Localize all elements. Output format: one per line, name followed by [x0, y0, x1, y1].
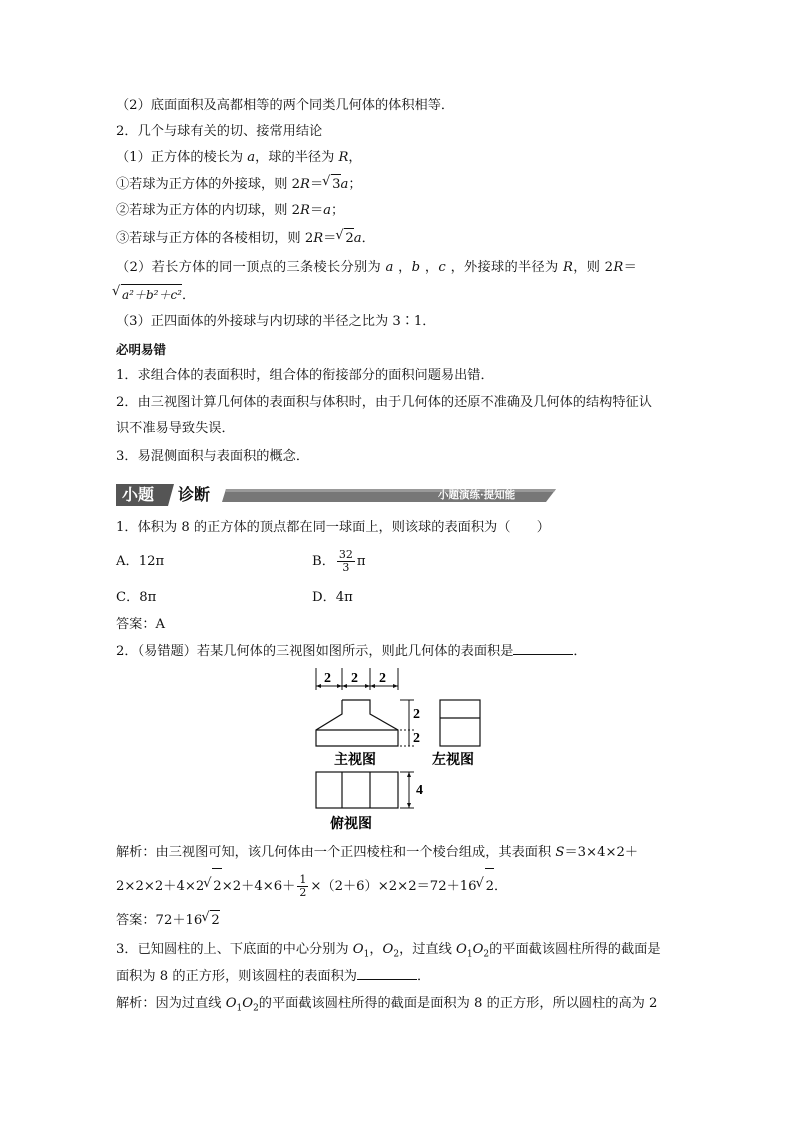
text: （2）底面面积及高都相等的两个同类几何体的体积相等． — [116, 98, 455, 113]
text: ＝ — [309, 177, 324, 192]
text: B． — [312, 554, 335, 569]
front-view-label: 主视图 — [334, 753, 376, 768]
text: 3．已知圆柱的上、下底面的中心分别为 — [116, 942, 353, 957]
var-a: a — [340, 177, 349, 192]
text: ×2＋4×6＋ — [221, 879, 296, 894]
text: 1．求组合体的表面积时，组合体的衔接部分的面积问题易出错． — [116, 368, 494, 383]
text: 识不准易导致失误． — [116, 421, 235, 436]
q3-stem-2 — [116, 967, 430, 987]
text: ③若球与正方体的各棱相切，则 2 — [116, 231, 314, 246]
text: ， — [369, 942, 383, 957]
text: 2．几个与球有关的切、接常用结论 — [116, 124, 323, 139]
var-R: R — [562, 260, 574, 275]
text: ． — [182, 288, 196, 303]
sub: 2 — [253, 1003, 259, 1014]
comma: ， — [398, 260, 412, 275]
left-view-label: 左视图 — [432, 753, 474, 768]
three-view-figure — [300, 668, 500, 838]
q3-stem-1 — [116, 940, 661, 965]
q1-option-c — [116, 588, 156, 608]
sub: 2 — [393, 949, 400, 960]
text: ； — [331, 203, 345, 218]
sqrt-3: √ 3 — [331, 174, 340, 195]
var-b: b — [411, 260, 421, 275]
text: ； — [348, 177, 362, 192]
q3-solution — [116, 994, 657, 1019]
text: ②若球为正方体的内切球，则 2 — [116, 203, 301, 218]
dim-top-3: 2 — [379, 671, 386, 686]
text: 答案：A — [116, 617, 166, 632]
text: ． — [493, 879, 508, 894]
dim-top-view: 4 — [416, 783, 423, 798]
text: A．12π — [116, 554, 165, 569]
line-2 — [116, 122, 322, 142]
text: 的平面截该圆柱所得的截面是 — [489, 942, 661, 957]
text: （3）正四面体的外接球与内切球的半径之比为 3∶1． — [116, 314, 436, 329]
banner-left2: 诊断 — [178, 485, 211, 504]
text: 2．（易错题）若某几何体的三视图如图所示，则此几何体的表面积是 — [116, 644, 514, 659]
text: 面积为 8 的正方形，则该圆柱的表面积为 — [116, 969, 357, 984]
numerator: 1 — [299, 873, 307, 886]
line-3 — [116, 148, 362, 168]
text: 3．易混侧面积与表面积的概念． — [116, 449, 310, 464]
q2-solution-1 — [116, 843, 638, 863]
text: ＝3×4×2＋ — [564, 845, 639, 860]
var-R: R — [300, 177, 310, 192]
var-O: O — [352, 942, 364, 957]
line-11 — [116, 366, 494, 386]
text: 2×2×2＋4×2 — [116, 879, 205, 894]
text: ，则 2 — [573, 260, 614, 275]
text: 解析：由三视图可知，该几何体由一个正四棱柱和一个棱台组成，其表面积 — [116, 845, 556, 860]
var-c: c — [438, 260, 447, 275]
text: ． — [573, 644, 587, 659]
dim-top-1: 2 — [324, 671, 331, 686]
line-13 — [116, 419, 235, 439]
text: ＝ — [323, 231, 337, 246]
var-a: a — [323, 203, 332, 218]
comma: ， — [424, 260, 439, 275]
var-S: S — [555, 845, 565, 860]
section-banner — [116, 484, 556, 506]
text: ，过直线 — [399, 942, 457, 957]
dim-side-2: 2 — [413, 731, 420, 746]
sub: 2 — [483, 949, 490, 960]
sqrt-2: √ 2 — [210, 910, 219, 931]
text: 答案：72＋16 — [116, 913, 203, 928]
answer-blank — [513, 642, 573, 655]
q1-stem — [116, 518, 550, 538]
denominator: 2 — [299, 886, 307, 899]
line-12 — [116, 393, 652, 413]
var-R: R — [300, 203, 310, 218]
line-8 — [116, 284, 195, 306]
var-a: a — [247, 150, 256, 165]
text: ，球的半径为 — [255, 150, 339, 165]
q2-answer — [116, 910, 220, 931]
line-7 — [116, 258, 637, 278]
banner-left1: 小题 — [122, 485, 155, 504]
text: ①若球为正方体的外接球，则 2 — [116, 177, 301, 192]
var-R: R — [313, 231, 324, 246]
sqrt-2: √ 2 — [485, 868, 494, 905]
sub: 1 — [466, 949, 473, 960]
text: ， — [348, 150, 362, 165]
text: 1．体积为 8 的正方体的顶点都在同一球面上，则该球的表面积为（ ） — [116, 520, 550, 535]
q2-stem — [116, 642, 587, 662]
text: 解析：因为过直线 — [116, 996, 226, 1011]
sqrt-abc: √ a²＋b²＋c² — [121, 284, 182, 305]
text: ＝ — [309, 203, 324, 218]
var-R: R — [613, 260, 624, 275]
line-1 — [116, 96, 454, 116]
sub: 1 — [236, 1003, 243, 1014]
text: ，外接球的半径为 — [450, 260, 563, 275]
line-9 — [116, 312, 436, 332]
text: （1）正方体的棱长为 — [116, 150, 248, 165]
text: 必明易错 — [116, 342, 167, 357]
line-4 — [116, 174, 362, 195]
fraction — [337, 549, 355, 574]
line-14 — [116, 447, 309, 467]
var-O: O — [472, 942, 484, 957]
q2-solution-2 — [116, 868, 507, 905]
dim-top-2: 2 — [351, 671, 358, 686]
q1-option-a — [116, 552, 164, 572]
dim-side-1: 2 — [413, 707, 420, 722]
text: D．4π — [312, 590, 353, 605]
var-a: a — [353, 231, 362, 246]
line-5 — [116, 201, 344, 221]
text: ＝ — [623, 260, 638, 275]
var-a: a — [385, 260, 394, 275]
denominator: 3 — [342, 561, 350, 574]
sqrt-2: √ 2 — [344, 228, 353, 249]
text: （2）若长方体的同一顶点的三条棱长分别为 — [116, 260, 386, 275]
text: ×（2＋6）×2×2＝72＋16 — [310, 879, 477, 894]
fraction — [297, 874, 308, 899]
answer-blank — [357, 967, 417, 980]
var-O: O — [242, 996, 254, 1011]
numerator: 32 — [338, 548, 353, 561]
var-O: O — [382, 942, 394, 957]
section-heading — [116, 340, 166, 360]
q1-option-b — [312, 543, 366, 581]
text: 的平面截该圆柱所得的截面是面积为 8 的正方形，所以圆柱的高为 2 — [258, 996, 658, 1011]
text: ． — [361, 231, 375, 246]
var-O: O — [456, 942, 467, 957]
text: C．8π — [116, 590, 157, 605]
sqrt-2: √ 2 — [212, 868, 221, 905]
var-R: R — [338, 150, 349, 165]
line-6 — [116, 228, 375, 249]
top-view-label: 俯视图 — [330, 817, 372, 832]
text: ． — [416, 969, 431, 984]
banner-right: 小题演练·提知能 — [438, 489, 516, 501]
var-O: O — [225, 996, 237, 1011]
sub: 1 — [363, 949, 370, 960]
q1-option-d — [312, 588, 353, 608]
q1-answer — [116, 615, 165, 635]
text: π — [356, 554, 366, 569]
text: 2．由三视图计算几何体的表面积与体积时，由于几何体的还原不准确及几何体的结构特征认 — [116, 395, 652, 410]
